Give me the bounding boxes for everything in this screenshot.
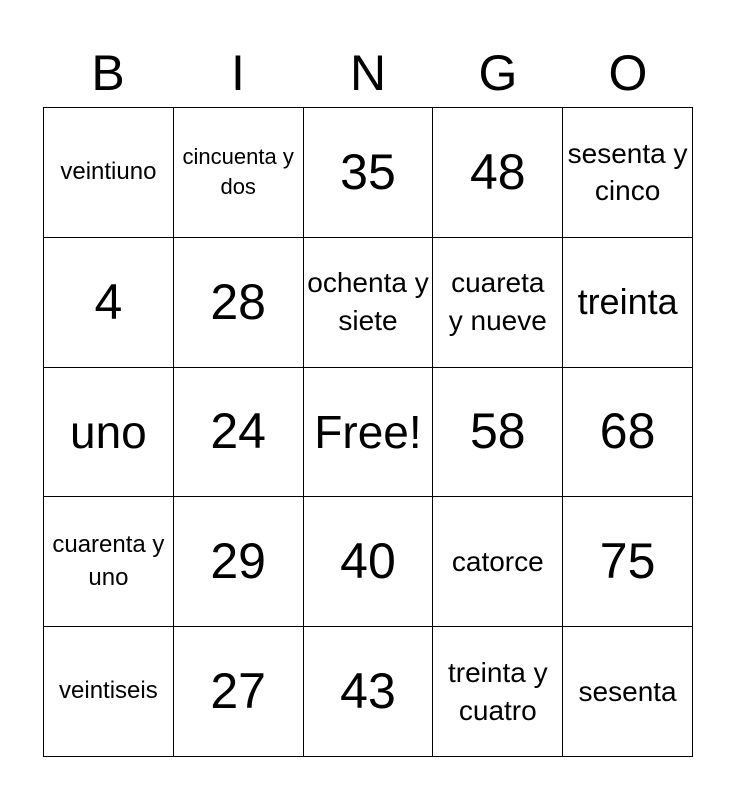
bingo-cell-r2-c3[interactable] (304, 238, 434, 368)
cell-label: ochenta y siete (307, 267, 429, 337)
header-letter-o: O (608, 45, 648, 101)
bingo-cell-r1-c1[interactable] (44, 108, 174, 238)
bingo-header (43, 40, 693, 106)
bingo-cell-r2-c1[interactable] (44, 238, 174, 368)
cell-label: sesenta (578, 675, 677, 707)
header-letter-b: B (91, 45, 125, 101)
bingo-cell-r4-c2[interactable] (174, 497, 304, 627)
cell-label: 4 (94, 273, 123, 330)
bingo-cell-r2-c4[interactable] (433, 238, 563, 368)
cell-label: uno (70, 405, 147, 458)
cell-label: treinta y cuatro (447, 656, 548, 726)
header-letter-i: I (231, 45, 245, 101)
cell-label: 35 (340, 143, 396, 200)
bingo-cell-r2-c5[interactable] (563, 238, 693, 368)
cell-label: 68 (599, 403, 656, 460)
bingo-cell-r3-c2[interactable] (174, 368, 304, 498)
bingo-cell-r3-c5[interactable] (563, 368, 693, 498)
cell-label: 75 (599, 533, 656, 590)
cell-label: veintiseis (59, 677, 158, 705)
cell-label: 27 (210, 663, 266, 720)
header-letter-n: N (349, 45, 387, 101)
cell-label: 28 (210, 273, 266, 330)
bingo-cell-r3-c1[interactable] (44, 368, 174, 498)
cell-label: 29 (210, 533, 266, 590)
cell-label: cuarenta y uno (52, 531, 165, 591)
bingo-cell-r5-c4[interactable] (433, 627, 563, 757)
cell-label: sesenta y cinco (567, 137, 688, 207)
cell-label: 24 (210, 403, 266, 460)
bingo-cell-r4-c3[interactable] (304, 497, 434, 627)
cell-label: cuareta y nueve (448, 267, 547, 337)
bingo-cell-r5-c1[interactable] (44, 627, 174, 757)
bingo-card (43, 107, 693, 757)
bingo-cell-r5-c2[interactable] (174, 627, 304, 757)
bingo-cell-r1-c5[interactable] (563, 108, 693, 238)
cell-label: 48 (469, 143, 526, 200)
cell-label: 43 (340, 663, 396, 720)
bingo-cell-r1-c2[interactable] (174, 108, 304, 238)
cell-label: cincuenta y dos (182, 143, 294, 200)
cell-label: veintiuno (60, 158, 157, 186)
bingo-cell-r5-c3[interactable] (304, 627, 434, 757)
cell-label: catorce (451, 545, 544, 577)
bingo-cell-r3-c4[interactable] (433, 368, 563, 498)
header-letter-g: G (478, 45, 518, 101)
bingo-cell-r3-c3-free-space[interactable] (304, 368, 434, 498)
cell-label: 58 (469, 403, 526, 460)
bingo-cell-r4-c5[interactable] (563, 497, 693, 627)
bingo-cell-r2-c2[interactable] (174, 238, 304, 368)
bingo-cell-r4-c4[interactable] (433, 497, 563, 627)
bingo-cell-r1-c4[interactable] (433, 108, 563, 238)
bingo-cell-r1-c3[interactable] (304, 108, 434, 238)
free-space-label: Free! (314, 405, 422, 458)
cell-label: treinta (577, 281, 678, 323)
bingo-cell-r5-c5[interactable] (563, 627, 693, 757)
cell-label: 40 (340, 533, 396, 590)
bingo-cell-r4-c1[interactable] (44, 497, 174, 627)
